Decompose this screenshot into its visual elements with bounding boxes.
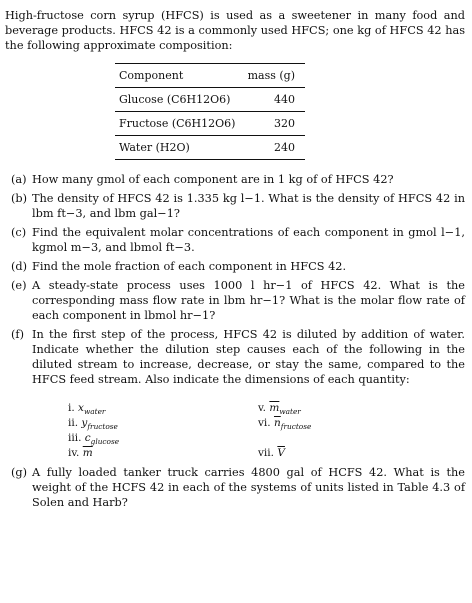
subitem: vi. $\overline{n}_{fructose}$ (258, 417, 312, 432)
question-g (5, 465, 465, 510)
header-mass: mass (g) (247, 69, 295, 82)
question-label: (a) (11, 173, 27, 186)
table-row (115, 112, 305, 136)
problem-page (5, 8, 465, 514)
question-label: (c) (11, 226, 27, 239)
subitem-grid (68, 401, 465, 461)
question-label: (e) (11, 279, 27, 292)
question-text: In the first step of the process, HFCS 42 is diluted by addition of water. Indicate whether the dilution step causes each of the following in the diluted stream to increase, decrease, or stay the same, compared to the HFCS feed stream. Also indicate the dimensions of each quantity: (32, 328, 465, 386)
question-text: A steady-state process uses 1000 l hr−1 of HFCS 42. What is the corresponding mass flow rate in lbm hr−1? What is the molar flow rate of each component in lbmol hr−1? (32, 279, 465, 322)
header-component: Component (119, 69, 184, 82)
question-c (5, 225, 465, 255)
question-text: The density of HFCS 42 is 1.335 kg l−1. What is the density of HFCS 42 in lbm ft−3, and lbm gal−1? (32, 192, 465, 220)
question-e (5, 278, 465, 323)
question-text: How many gmol of each component are in 1 kg of of HFCS 42? (32, 173, 394, 186)
subitem: ii. $y_{fructose}$ (68, 417, 118, 432)
question-f (5, 327, 465, 461)
cell-mass: 320 (274, 117, 295, 130)
question-label: (g) (11, 466, 28, 479)
composition-table (115, 63, 305, 160)
question-list (5, 172, 465, 510)
subitem: iv. $\overline{m}$ (68, 447, 93, 459)
question-label: (b) (11, 192, 28, 205)
cell-component: Glucose (C6H12O6) (119, 93, 231, 106)
subitem: i. $x_{water}$ (68, 402, 106, 417)
subitem: iii. $c_{glucose}$ (68, 432, 120, 447)
table-row (115, 136, 305, 160)
question-a (5, 172, 465, 187)
question-text: Find the equivalent molar concentrations of each component in gmol l−1, kgmol m−3, and lbmol ft−3. (32, 226, 465, 254)
question-b (5, 191, 465, 221)
subitem-empty (258, 431, 428, 446)
question-text: A fully loaded tanker truck carries 4800 gal of HCFS 42. What is the weight of the HCFS 42 in each of the systems of units listed in Table 4.3 of Solen and Harb? (32, 466, 465, 509)
cell-component: Water (H2O) (119, 141, 190, 154)
table-row (115, 88, 305, 112)
cell-mass: 240 (274, 141, 295, 154)
question-label: (d) (11, 260, 28, 273)
subitem: v. $\overline{m}_{water}$ (258, 402, 301, 417)
question-text: Find the mole fraction of each component in HFCS 42. (32, 260, 347, 273)
question-d (5, 259, 465, 274)
table-header-row (115, 64, 305, 88)
cell-mass: 440 (274, 93, 295, 106)
question-label: (f) (11, 328, 24, 341)
problem-intro: High-fructose corn syrup (HFCS) is used as a sweetener in many food and beverage products. HFCS 42 is a commonly used HFCS; one kg of HFCS 42 has the following approximate composition: (5, 9, 465, 52)
cell-component: Fructose (C6H12O6) (119, 117, 236, 130)
subitem: vii. $\overline{V}$ (258, 447, 285, 459)
